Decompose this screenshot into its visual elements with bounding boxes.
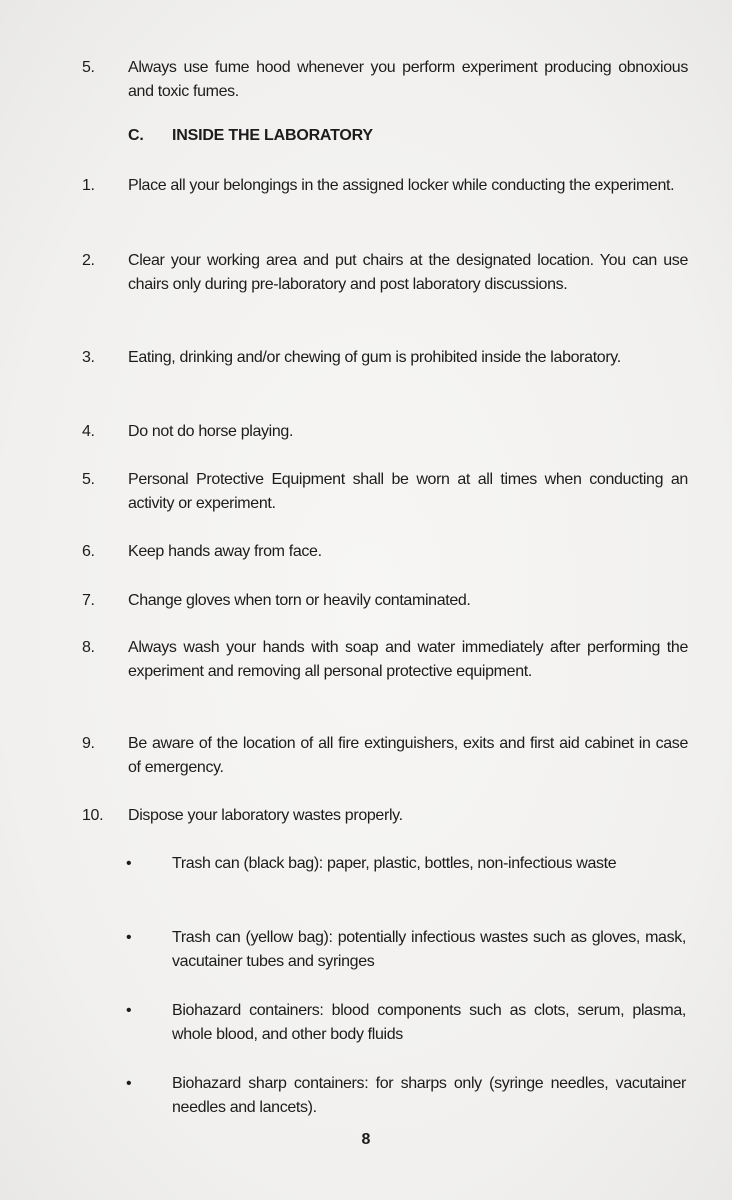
list-item-text: Change gloves when torn or heavily contaminated. (128, 592, 471, 609)
list-item-text: Keep hands away from face. (128, 543, 322, 560)
list-item-number: 2. (82, 252, 95, 269)
bullet-text: Trash can (black bag): paper, plastic, bottles, non-infectious waste (172, 855, 617, 872)
list-item-text: Place all your belongings in the assigned locker while conducting the experiment. (128, 177, 675, 194)
list-item-number: 7. (82, 592, 95, 609)
bullet-text: Trash can (yellow bag): potentially infectious wastes such as gloves, mask, vacutainer tubes and syringes (172, 929, 686, 970)
page-number: 8 (361, 1131, 371, 1148)
list-item-text: Be aware of the location of all fire extinguishers, exits and first aid cabinet in case of emergency. (128, 735, 688, 776)
list-item-number: 5. (82, 59, 95, 76)
list-item-text: Do not do horse playing. (128, 423, 294, 440)
bullet-marker: • (126, 1002, 132, 1019)
list-item-number: 10. (82, 807, 104, 824)
bullet-marker: • (126, 855, 132, 872)
list-item-number: 1. (82, 177, 95, 194)
bullet-text: Biohazard sharp containers: for sharps only (syringe needles, vacutainer needles and lancets). (172, 1075, 686, 1116)
section-heading (128, 124, 373, 148)
list-item-number: 6. (82, 543, 95, 560)
list-item-number: 4. (82, 423, 95, 440)
list-item-number: 3. (82, 349, 95, 366)
list-item-number: 8. (82, 639, 95, 656)
section-title: INSIDE THE LABORATORY (172, 127, 373, 144)
list-item-number: 9. (82, 735, 95, 752)
list-item-text: Dispose your laboratory wastes properly. (128, 807, 403, 824)
bullet-marker: • (126, 929, 132, 946)
list-item-text: Personal Protective Equipment shall be worn at all times when conducting an activity or experiment. (128, 471, 688, 512)
list-item-number: 5. (82, 471, 95, 488)
bullet-marker: • (126, 1075, 132, 1092)
bullet-text: Biohazard containers: blood components such as clots, serum, plasma, whole blood, and other body fluids (172, 1002, 686, 1043)
list-item-text: Always wash your hands with soap and water immediately after performing the experiment and removing all personal protective equipment. (128, 639, 688, 680)
list-item-text: Clear your working area and put chairs at the designated location. You can use chairs only during pre-laboratory and post laboratory discussions. (128, 252, 688, 293)
section-letter: C. (128, 127, 144, 144)
list-item-text: Eating, drinking and/or chewing of gum is prohibited inside the laboratory. (128, 349, 621, 366)
list-item-text: Always use fume hood whenever you perform experiment producing obnoxious and toxic fumes. (128, 59, 688, 100)
